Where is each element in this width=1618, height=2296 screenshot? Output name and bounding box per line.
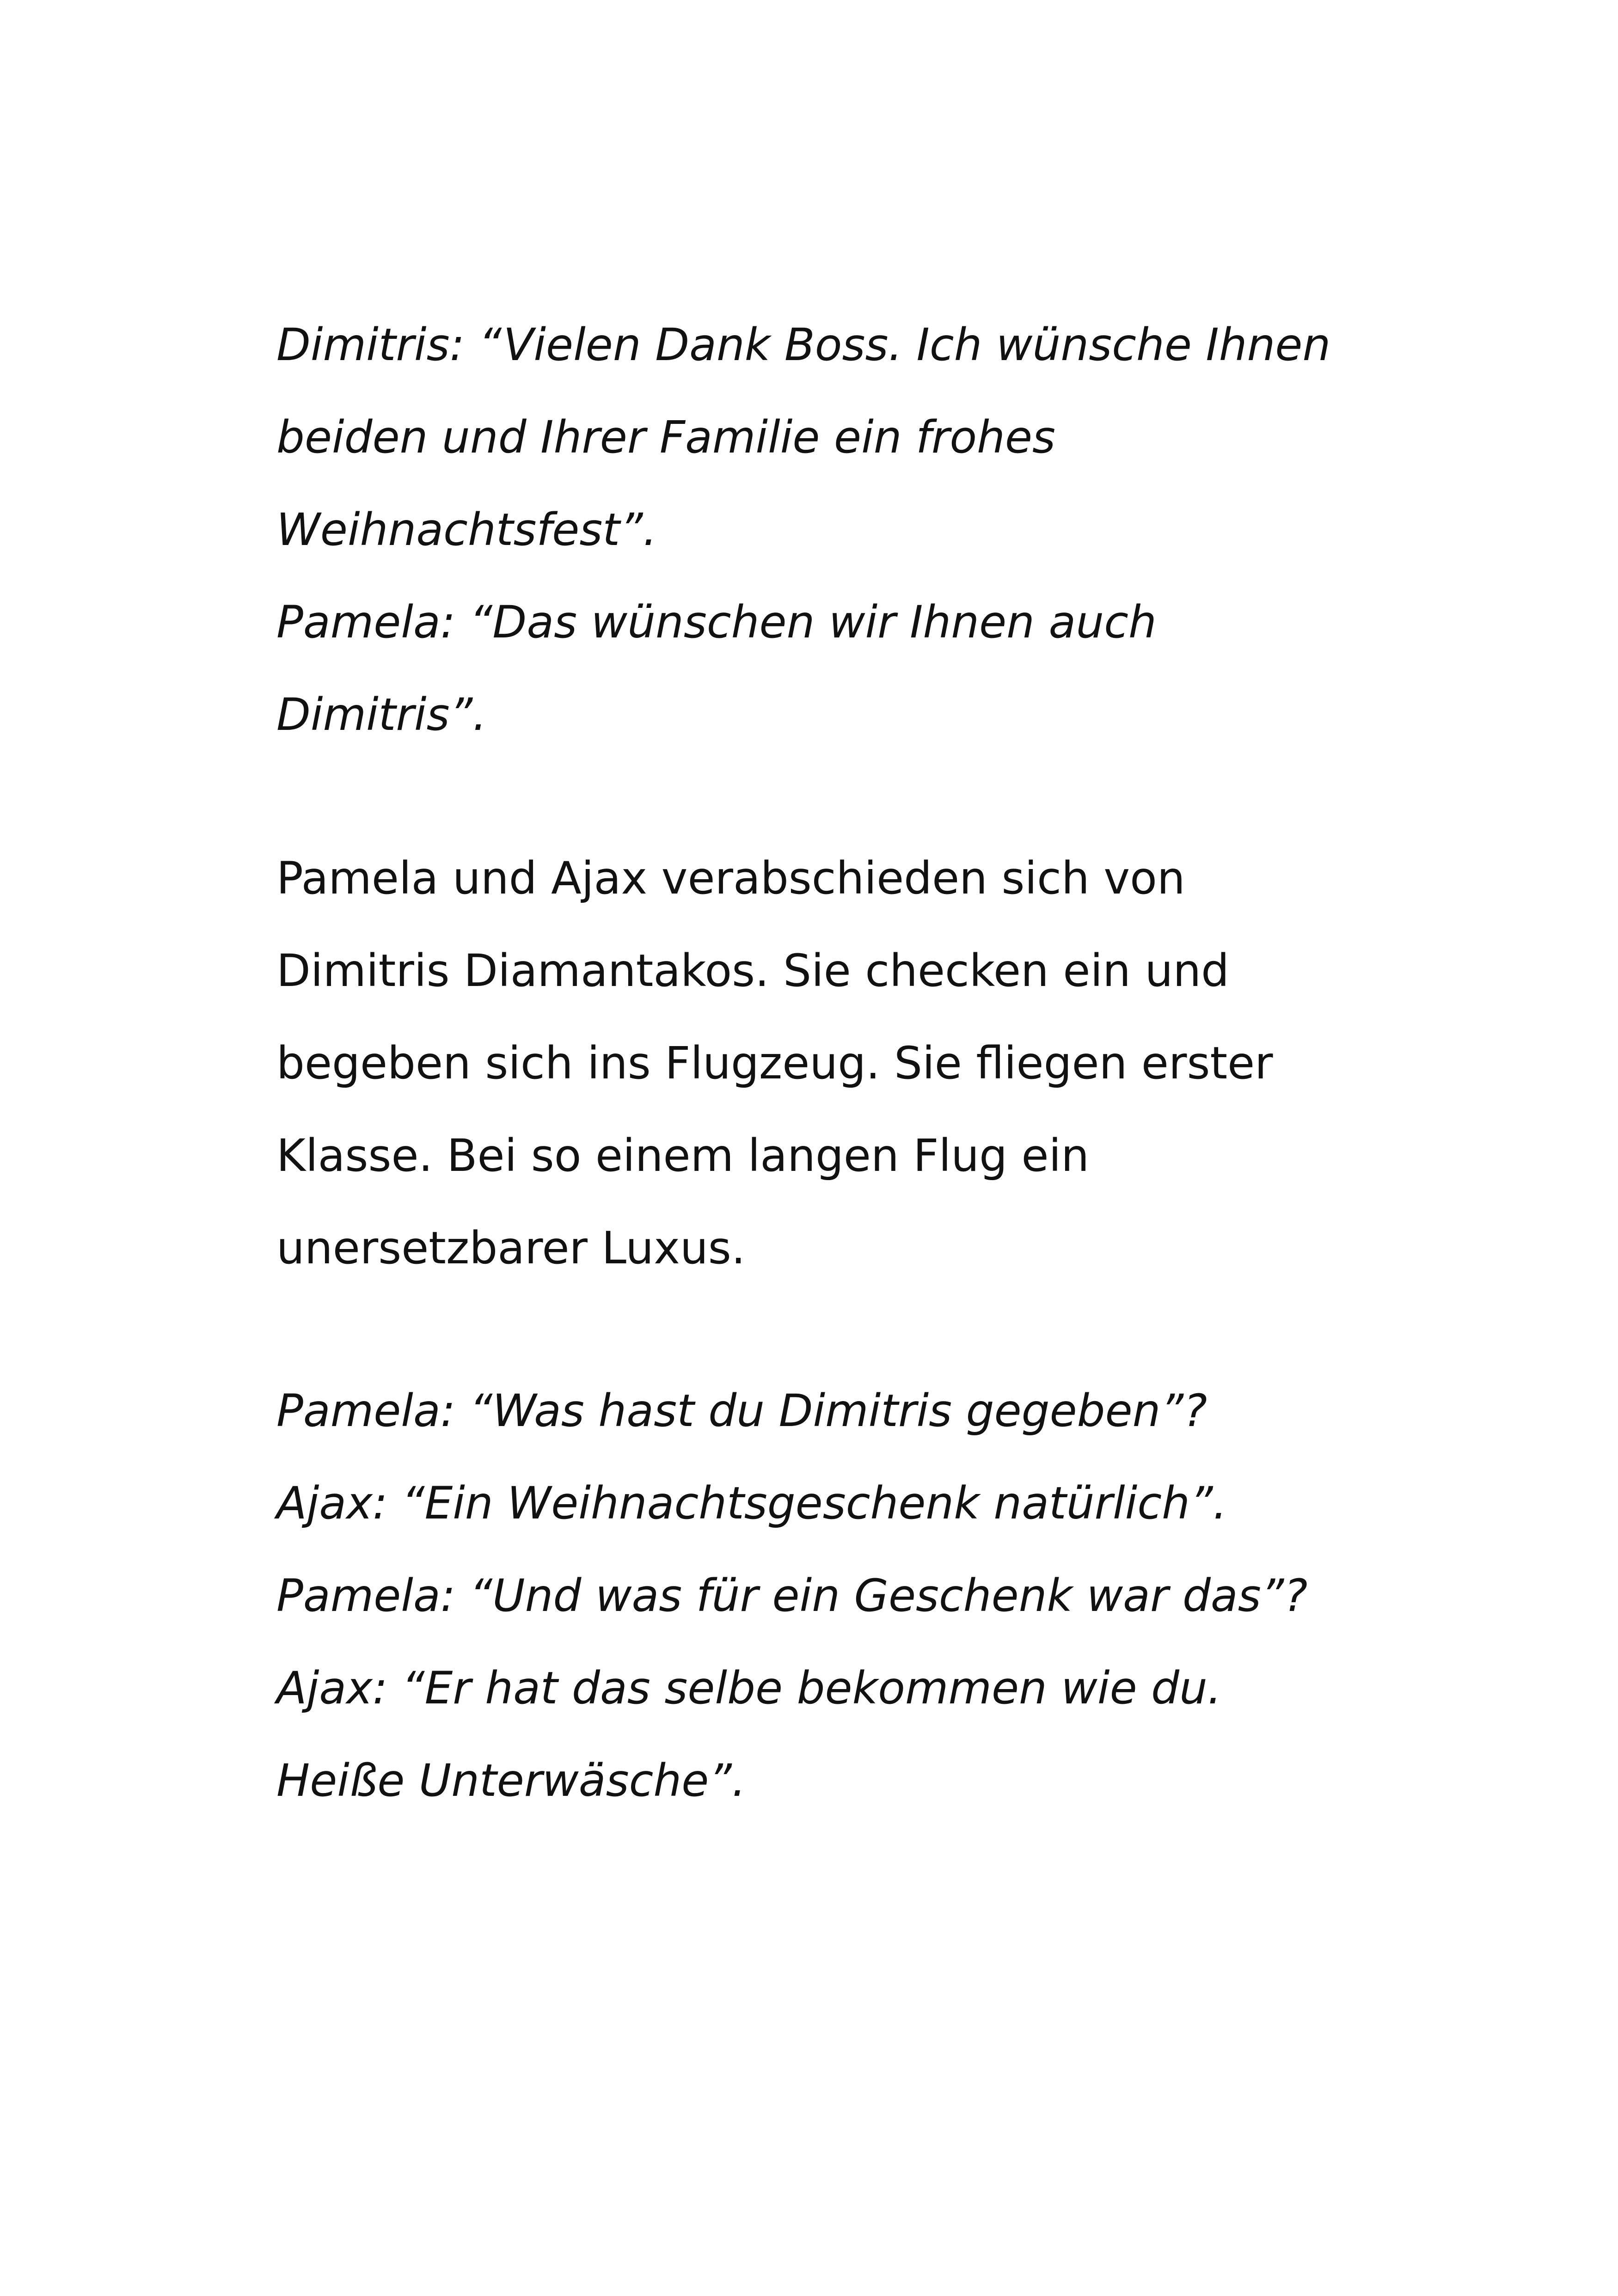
text-line: Ajax: “Ein Weihnachtsgeschenk natürlich”. (276, 1477, 1227, 1529)
text-line: Pamela: “Das wünschen wir Ihnen auch (276, 596, 1157, 648)
text-line: unersetzbarer Luxus. (276, 1222, 746, 1274)
text-line: Dimitris: “Vielen Dank Boss. Ich wünsche Ihnen (276, 319, 1331, 371)
text-line: Heiße Unterwäsche”. (276, 1755, 746, 1806)
text-line: Dimitris Diamantakos. Sie checken ein und (276, 945, 1230, 997)
text-line: Klasse. Bei so einem langen Flug ein (276, 1130, 1090, 1182)
text-line: beiden und Ihrer Familie ein frohes (276, 411, 1056, 463)
text-line: Pamela: “Und was für ein Geschenk war das”? (276, 1570, 1308, 1622)
text-line: Pamela und Ajax verabschieden sich von (276, 852, 1185, 904)
text-line: Ajax: “Er hat das selbe bekommen wie du. (276, 1662, 1222, 1714)
text-line: Pamela: “Was hast du Dimitris gegeben”? (276, 1385, 1207, 1437)
text-line: begeben sich ins Flugzeug. Sie fliegen erster (276, 1037, 1273, 1089)
text-line: Dimitris”. (276, 689, 487, 741)
text-line: Weihnachtsfest”. (276, 504, 657, 556)
